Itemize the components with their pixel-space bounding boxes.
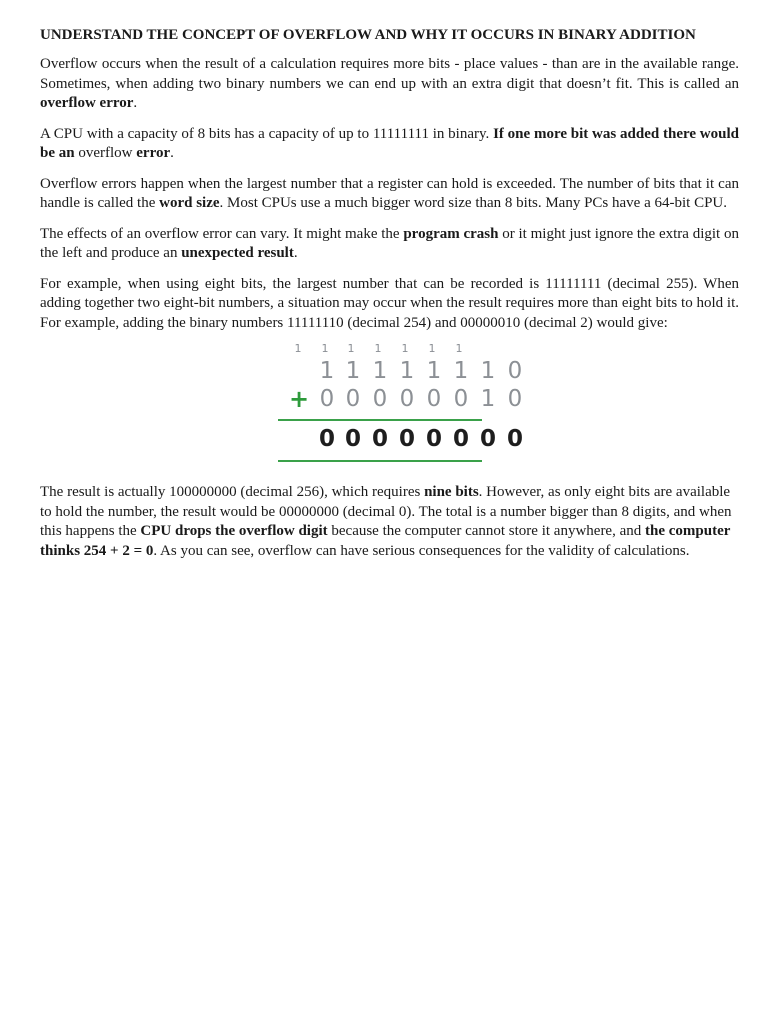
text: The result is actually 100000000 (decimal 256), which requires xyxy=(40,484,425,500)
sum-rule-top xyxy=(278,419,482,421)
text: A CPU with a capacity of 8 bits has a capacity of up to 11111111 in binary. xyxy=(40,125,494,142)
carry-digit: 1 xyxy=(401,342,409,355)
operand-b-digit: 0 xyxy=(345,386,361,412)
text: Overflow errors happen when the largest number that a register can hold is exceeded. The number of bits that it can handle is called the xyxy=(40,175,739,211)
carry-digit: 1 xyxy=(455,342,463,355)
page-title: UNDERSTAND THE CONCEPT OF OVERFLOW AND WHY IT OCCURS IN BINARY ADDITION xyxy=(40,27,696,43)
carry-row xyxy=(40,339,739,353)
carry-digit: 1 xyxy=(294,342,302,355)
carry-digit: 1 xyxy=(428,342,436,355)
document-body xyxy=(40,25,739,572)
result-digit: 0 xyxy=(344,426,361,452)
text: because the computer cannot store it anywhere, and xyxy=(327,523,645,539)
term-program-crash: program crash xyxy=(403,225,499,242)
operand-b-digit: 0 xyxy=(399,386,415,412)
text: . xyxy=(133,95,138,111)
text: . xyxy=(170,145,174,161)
result-digit: 0 xyxy=(371,426,388,452)
operand-a-digit: 1 xyxy=(319,358,335,384)
paragraph-overflow-definition xyxy=(40,55,739,114)
operand-b-row xyxy=(40,385,739,413)
result-row xyxy=(40,425,739,453)
operand-b-digit: 0 xyxy=(319,386,335,412)
paragraph-example: For example, when using eight bits, the largest number that can be recorded is 11111111 (decimal 255). When adding together two eight-bit numbers, a situation may occur when the result requires more than eight bits to hold it. For example, adding the binary numbers 11111110 (decimal 254) and 00000010 (decimal 2) would give: xyxy=(40,275,739,331)
plus-sign: + xyxy=(289,385,310,413)
term-overflow-error: overflow error xyxy=(40,95,134,111)
operand-b-digit: 0 xyxy=(372,386,388,412)
operand-b-digit: 0 xyxy=(426,386,442,412)
binary-addition-figure xyxy=(40,333,739,469)
sum-rule-bottom xyxy=(278,460,482,462)
text: . Most CPUs use a much bigger word size than 8 bits. Many PCs have a 64-bit CPU. xyxy=(219,195,727,211)
carry-digit: 1 xyxy=(347,342,355,355)
operand-a-digit: 1 xyxy=(399,358,415,384)
result-digit: 0 xyxy=(425,426,442,452)
operand-a-digit: 1 xyxy=(426,358,442,384)
result-digit: 0 xyxy=(479,426,496,452)
text: The effects of an overflow error can vary. It might make the xyxy=(40,225,404,242)
result-digit: 0 xyxy=(506,426,523,452)
emphasis: error xyxy=(136,145,171,161)
carry-digit: 1 xyxy=(321,342,329,355)
operand-b-digit: 0 xyxy=(507,386,523,412)
operand-a-digit: 0 xyxy=(507,358,523,384)
operand-b-digit: 1 xyxy=(480,386,496,412)
result-digit: 0 xyxy=(398,426,415,452)
paragraph-cpu-capacity xyxy=(40,125,739,164)
operand-a-digit: 1 xyxy=(453,358,469,384)
emphasis: If one more bit was added there would be an xyxy=(40,125,739,161)
operand-a-digit: 1 xyxy=(480,358,496,384)
term-cpu-drops-digit: CPU drops the overflow digit xyxy=(140,523,328,539)
paragraph-word-size xyxy=(40,175,739,214)
term-computer-thinks: the computer thinks 254 + 2 = 0 xyxy=(40,523,731,559)
carry-digit: 1 xyxy=(374,342,382,355)
text: . As you can see, overflow can have serious consequences for the validity of calculations. xyxy=(153,542,690,559)
term-word-size: word size xyxy=(159,195,220,211)
term-nine-bits: nine bits xyxy=(424,484,479,500)
paragraph-result-explanation xyxy=(40,483,739,561)
operand-a-digit: 1 xyxy=(372,358,388,384)
result-digit: 0 xyxy=(318,426,335,452)
term-unexpected-result: unexpected result xyxy=(181,245,294,261)
result-digit: 0 xyxy=(452,426,469,452)
text: Overflow occurs when the result of a calculation requires more bits - place values - than are in the available range. Sometimes, when adding two binary numbers we can end up with an extra digit that doesn’t fit. This is called an xyxy=(40,56,739,92)
text: or it might just ignore the extra digit on the left and produce an xyxy=(40,225,739,261)
text: . However, as only eight bits are available to hold the number, the result would be 00000000 (decimal 0). The total is a number bigger than 8 digits, and when this happens the xyxy=(40,484,732,539)
operand-b-digit: 0 xyxy=(453,386,469,412)
paragraph-effects xyxy=(40,225,739,264)
text: . xyxy=(293,245,298,261)
text: overflow xyxy=(74,145,137,161)
operand-a-digit: 1 xyxy=(345,358,361,384)
operand-a-row xyxy=(40,357,739,385)
